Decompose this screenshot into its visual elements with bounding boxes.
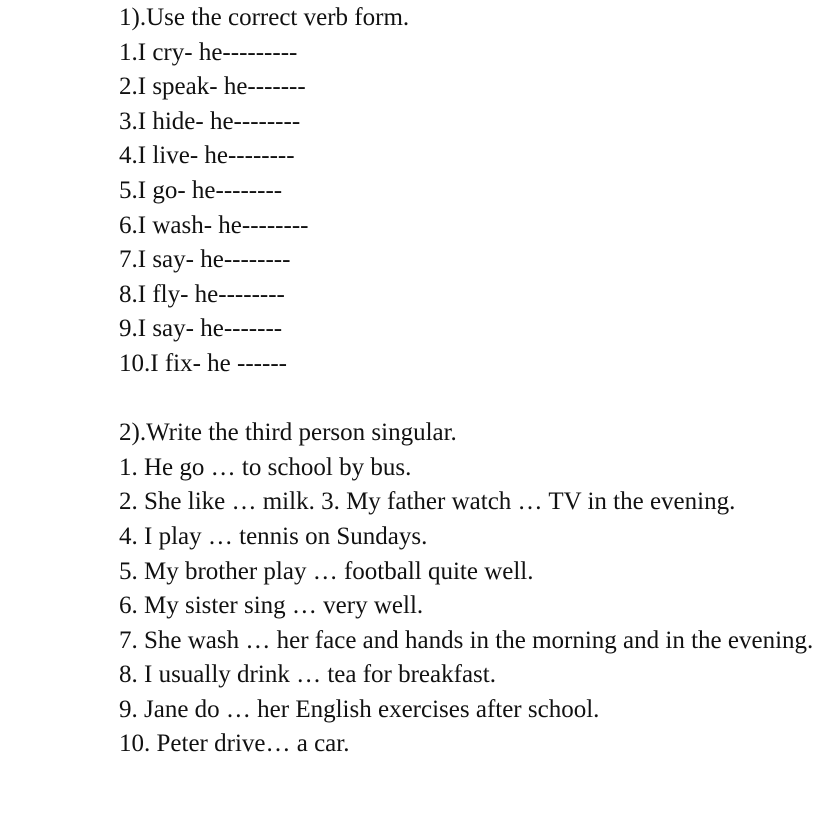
worksheet [119, 0, 819, 762]
sentence-item: 5. My brother play … football quite well. [119, 557, 534, 585]
verb-item: 7.I say- he-------- [119, 246, 291, 274]
sentence-item: 9. Jane do … her English exercises after school. [119, 695, 600, 723]
verb-item: 9.I say- he------- [119, 315, 283, 343]
verb-item: 5.I go- he-------- [119, 176, 283, 204]
sentence-item: 8. I usually drink … tea for breakfast. [119, 661, 496, 689]
section-1-title: 1).Use the correct verb form. [119, 4, 410, 31]
verb-item: 6.I wash- he-------- [119, 211, 309, 239]
verb-item: 4.I live- he-------- [119, 142, 295, 170]
section-verb-form [119, 1, 819, 382]
section-gap [119, 382, 819, 417]
sentence-item: 4. I play … tennis on Sundays. [119, 522, 428, 550]
sentence-item: 1. He go … to school by bus. [119, 453, 412, 481]
verb-item: 2.I speak- he------- [119, 73, 306, 101]
sentence-item: 6. My sister sing … very well. [119, 592, 424, 620]
sentence-item: 2. She like … milk. 3. My father watch … TV in the evening. [119, 488, 736, 516]
sentence-item: 7. She wash … her face and hands in the morning and in the evening. [119, 626, 814, 654]
sentence-item: 10. Peter drive… a car. [119, 730, 350, 758]
section-2-title: 2).Write the third person singular. [119, 419, 457, 447]
verb-item: 8.I fly- he-------- [119, 280, 285, 308]
verb-item: 10.I fix- he ------ [119, 349, 287, 377]
verb-item: 3.I hide- he-------- [119, 107, 301, 135]
verb-item: 1.I cry- he--------- [119, 38, 298, 66]
section-third-person [119, 416, 819, 762]
